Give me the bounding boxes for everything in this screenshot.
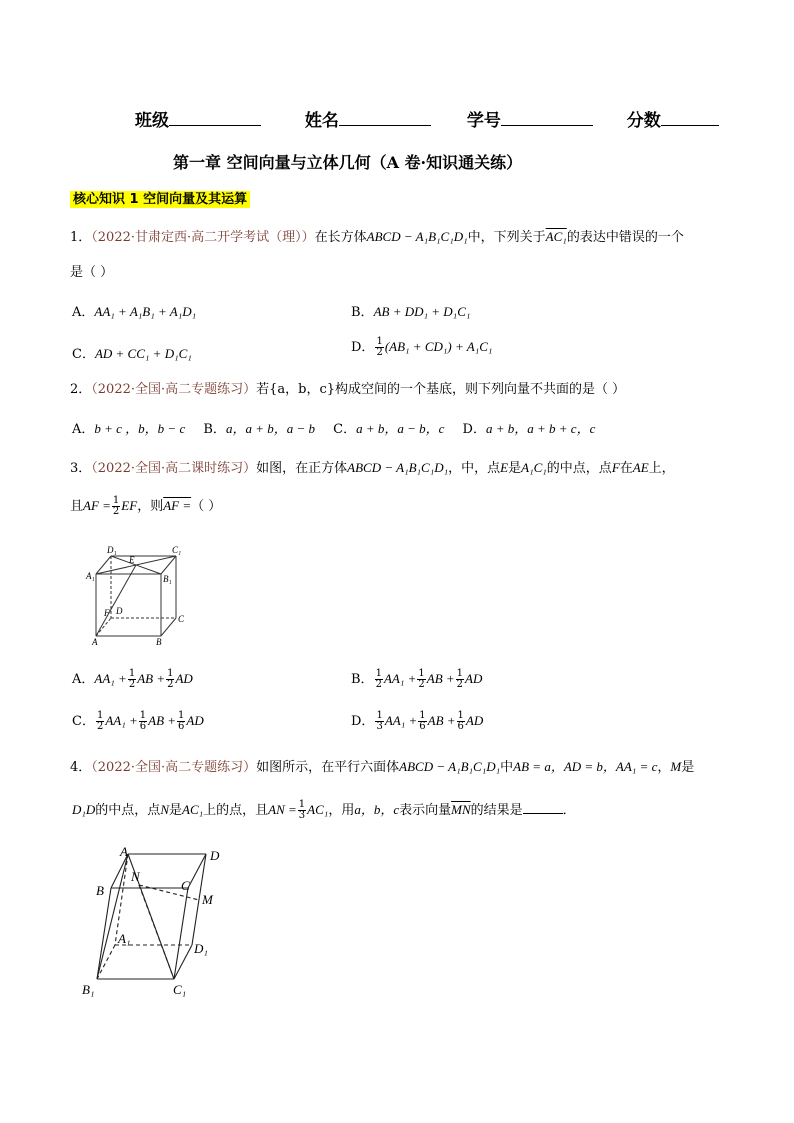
q2-number: 2． xyxy=(70,382,92,397)
q2-option-a[interactable]: A．b + c ，b，b − c xyxy=(72,421,186,437)
q3-option-a[interactable]: A．AA₁ + $\frac{1}{2}$ AB + $\frac{1}{2}$ AD xyxy=(72,668,193,690)
id-label: 学号 xyxy=(466,111,501,131)
section-heading xyxy=(70,188,250,207)
svg-text:C₁: C₁ xyxy=(172,545,182,555)
q4-parallelepiped-figure xyxy=(78,842,238,1002)
q2-source: （2022·全国·高二专题练习） xyxy=(91,382,257,397)
q4-line2: D₁D的中点，点N是AC₁上的点，且AN = $\frac{1}{3}$ AC₁，用a，b，c表示向量$\overline{MN}$的结果是 ． xyxy=(72,799,576,821)
q1-source: （2022·甘肃定西·高二开学考试（理）） xyxy=(91,230,315,245)
q1-option-d-frac: $\frac{1}{2}$ xyxy=(376,336,383,358)
svg-text:B: B xyxy=(156,637,162,646)
q1-vector: AC₁ xyxy=(545,229,567,244)
svg-text:B₁: B₁ xyxy=(82,982,95,997)
header-row xyxy=(135,106,719,131)
q1-number: 1． xyxy=(70,230,92,245)
svg-text:A: A xyxy=(92,637,98,646)
q4-answer-blank[interactable] xyxy=(523,813,563,814)
svg-text:C₁: C₁ xyxy=(173,982,187,997)
svg-text:D: D xyxy=(116,606,123,616)
svg-text:B₁: B₁ xyxy=(163,574,172,584)
q1-text-c: 的表达中错误的一个 xyxy=(566,230,684,245)
q4-number: 4． xyxy=(70,760,92,775)
q1-line2: 是（ ） xyxy=(70,265,114,280)
svg-text:A: A xyxy=(120,844,128,859)
page-title: 第一章 空间向量与立体几何（A 卷·知识通关练） xyxy=(173,153,523,172)
q4-source: （2022·全国·高二专题练习） xyxy=(91,760,257,775)
q1-option-b-text: AB + DD₁ + D₁C₁ xyxy=(373,304,471,319)
q3-number: 3． xyxy=(70,461,92,476)
svg-text:A₁: A₁ xyxy=(86,571,95,581)
svg-text:N: N xyxy=(131,869,140,884)
id-blank[interactable] xyxy=(501,125,593,126)
svg-text:B: B xyxy=(96,883,104,898)
q1-option-a-text: AA₁ + A₁B₁ + A₁D₁ xyxy=(94,304,197,319)
q3-source: （2022·全国·高二课时练习） xyxy=(91,461,257,476)
svg-text:M: M xyxy=(202,892,213,907)
q3-cube-figure xyxy=(84,544,194,646)
q1-option-d[interactable]: D． $\frac{1}{2}$ (AB₁ + CD₁) + A₁C₁ xyxy=(351,336,493,358)
q2-line1 xyxy=(70,381,625,398)
score-label: 分数 xyxy=(626,111,661,131)
q4-line1: 4．（2022·全国·高二专题练习）如图所示，在平行六面体ABCD − A₁B₁C₁D₁中AB = a，AD = b，AA₁ = c，M是 xyxy=(70,759,695,775)
q1-option-b[interactable]: B．AB + DD₁ + D₁C₁ xyxy=(351,304,471,320)
class-blank[interactable] xyxy=(169,125,261,126)
svg-text:D₁: D₁ xyxy=(194,941,208,956)
q1-option-c-text: AD + CC₁ + D₁C₁ xyxy=(94,346,192,361)
svg-text:C: C xyxy=(178,614,185,624)
q1-text-b: 中，下列关于 xyxy=(467,230,546,245)
svg-text:E: E xyxy=(129,555,135,565)
svg-text:C: C xyxy=(181,878,190,893)
svg-text:A₁: A₁ xyxy=(118,931,131,946)
name-blank[interactable] xyxy=(339,125,431,126)
class-label: 班级 xyxy=(135,111,169,131)
q1-option-a[interactable]: A．AA₁ + A₁B₁ + A₁D₁ xyxy=(72,304,197,320)
q2-option-b[interactable]: B．a，a + b，a − b xyxy=(203,421,315,437)
q1-solid: ABCD − A₁B₁C₁D₁ xyxy=(366,229,468,244)
q2-option-c[interactable]: C．a + b，a − b，c xyxy=(333,421,445,437)
svg-text:D₁: D₁ xyxy=(107,545,117,555)
q2-options xyxy=(72,418,595,437)
q3-line1: 3．（2022·全国·高二课时练习）如图，在正方体ABCD − A₁B₁C₁D₁，中，点E是A₁C₁的中点，点F在AE上， xyxy=(70,460,675,476)
q1-line1 xyxy=(70,228,684,246)
q1-text-a: 在长方体 xyxy=(314,230,367,245)
name-label: 姓名 xyxy=(304,111,339,131)
q3-option-b[interactable]: B． $\frac{1}{2}$ AA₁ + $\frac{1}{2}$ AB + $\frac{1}{2}$ AD xyxy=(351,668,483,690)
svg-text:F: F xyxy=(104,608,110,618)
q3-option-d[interactable]: D． $\frac{1}{3}$ AA₁ + $\frac{1}{6}$ AB + $\frac{1}{6}$ AD xyxy=(351,710,484,732)
q1-option-c[interactable]: C．AD + CC₁ + D₁C₁ xyxy=(72,346,192,362)
q1-option-d-text: (AB₁ + CD₁) + A₁C₁ xyxy=(384,339,493,354)
q3-line2: 且AF = $\frac{1}{2}$ EF，则AF =（ ） xyxy=(70,495,222,517)
q2-text: 若{a，b，c}构成空间的一个基底，则下列向量不共面的是（ ） xyxy=(256,382,626,397)
q3-option-c[interactable]: C． $\frac{1}{2}$ AA₁ + $\frac{1}{6}$ AB + $\frac{1}{6}$ AD xyxy=(72,710,204,732)
score-blank[interactable] xyxy=(661,125,719,126)
q2-option-d[interactable]: D．a + b，a + b + c，c xyxy=(462,421,596,437)
svg-text:D: D xyxy=(210,848,220,863)
section-label: 核心知识 1 空间向量及其运算 xyxy=(70,191,250,208)
